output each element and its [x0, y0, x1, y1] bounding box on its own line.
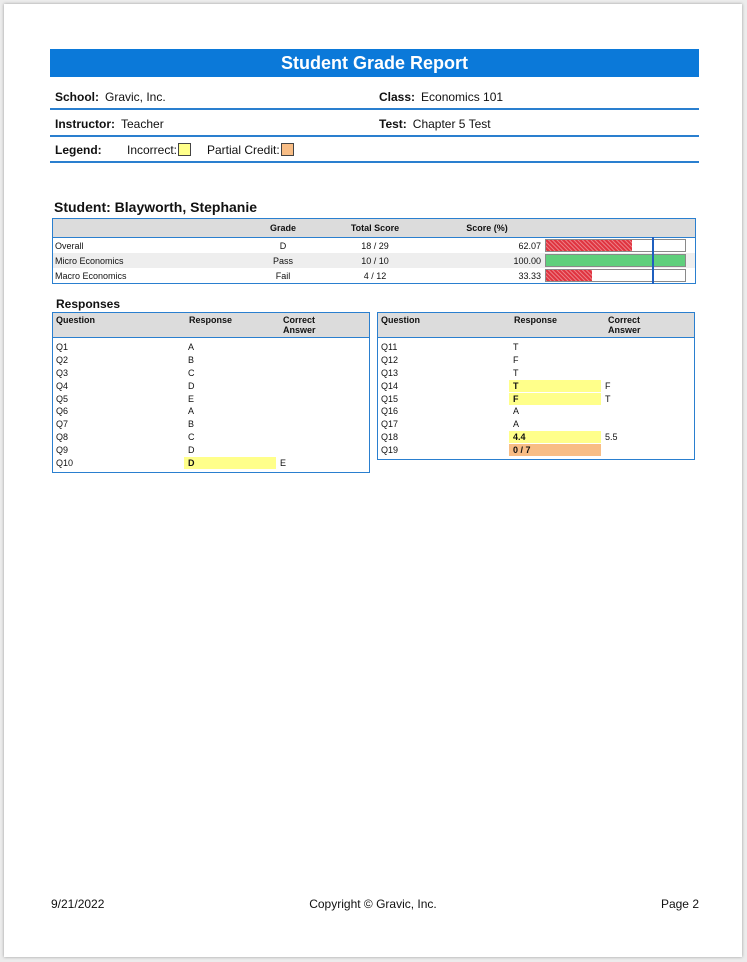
score-row: [53, 253, 696, 268]
response-row: [378, 431, 694, 444]
student-response: E: [188, 393, 195, 404]
question-header: Question: [381, 315, 421, 325]
legend-incorrect-swatch: [178, 143, 191, 156]
class-label: Class:: [379, 90, 416, 104]
percent-header: Score (%): [431, 219, 543, 238]
student-label: Student:: [54, 199, 111, 215]
correct-header-line2: Answer: [608, 325, 641, 335]
response-row: [378, 341, 694, 354]
student-response: C: [188, 432, 195, 443]
student-heading: [54, 199, 257, 215]
score-grade: D: [279, 240, 287, 251]
school-label: School:: [55, 90, 99, 104]
score-percent: 100.00: [431, 253, 543, 268]
question-number: Q8: [56, 432, 69, 443]
question-number: Q5: [56, 393, 69, 404]
footer-date: 9/21/2022: [51, 897, 105, 911]
bar-header: [543, 219, 696, 238]
question-number: Q2: [56, 354, 69, 365]
question-number: Q1: [56, 342, 69, 352]
student-response: A: [513, 419, 520, 430]
response-row: [53, 444, 369, 457]
score-category: Macro Economics: [55, 270, 127, 281]
score-bar-cell: [543, 238, 696, 254]
question-number: Q16: [381, 406, 399, 417]
test-value: Chapter 5 Test: [412, 117, 491, 131]
test-label: Test:: [379, 117, 407, 131]
pass-threshold-marker: [652, 267, 654, 284]
category-header: [53, 219, 248, 238]
response-row: [378, 354, 694, 367]
question-header: Question: [56, 315, 96, 325]
student-response: A: [513, 406, 520, 417]
instructor-value: Teacher: [121, 117, 164, 131]
score-total: 10 / 10: [319, 253, 431, 268]
score-grade: Pass: [247, 253, 319, 268]
response-row: [53, 431, 369, 444]
footer-copyright: Copyright © Gravic, Inc.: [309, 897, 437, 911]
score-bar: [545, 269, 686, 282]
student-response: 0 / 7: [509, 444, 601, 456]
response-header: Response: [189, 315, 233, 325]
question-number: Q13: [381, 367, 399, 378]
student-response: F: [513, 354, 519, 365]
student-response: T: [509, 380, 601, 392]
question-number: Q4: [56, 380, 69, 391]
question-number: Q15: [381, 393, 399, 404]
question-number: Q3: [56, 367, 69, 378]
question-number: Q10: [56, 458, 74, 469]
correct-header-line2: Answer: [283, 325, 316, 335]
student-response: F: [509, 393, 601, 405]
response-row: [53, 341, 369, 354]
score-row: [53, 238, 696, 254]
correct-header-line1: Correct: [608, 315, 641, 325]
responses-header-right: [378, 313, 694, 338]
response-row: [53, 367, 369, 380]
response-row: [378, 444, 694, 457]
score-bar-cell: [543, 268, 696, 284]
response-row: [378, 367, 694, 380]
score-bar-cell: [543, 253, 696, 268]
student-response: D: [188, 380, 195, 391]
score-bar: [545, 239, 686, 252]
report-page: [4, 4, 742, 957]
student-response: D: [188, 445, 195, 456]
legend-incorrect-label: Incorrect:: [127, 143, 178, 157]
responses-body-left: [53, 338, 369, 472]
response-row: [378, 405, 694, 418]
student-response: A: [188, 406, 195, 417]
score-bar: [545, 254, 686, 267]
score-total: 4 / 12: [363, 270, 387, 281]
legend-label: Legend:: [55, 143, 102, 157]
correct-header-line1: Correct: [283, 315, 316, 325]
info-row-school: [50, 82, 699, 110]
score-category: Micro Economics: [53, 253, 248, 268]
response-row: [53, 354, 369, 367]
correct-answer-header: [608, 315, 641, 335]
legend-partial-label: Partial Credit:: [207, 143, 280, 157]
question-number: Q11: [381, 342, 398, 352]
question-number: Q9: [56, 445, 69, 456]
question-number: Q12: [381, 354, 399, 365]
responses-body-right: [378, 338, 694, 459]
response-row: [53, 418, 369, 431]
correct-answer-header: [283, 315, 316, 335]
legend-partial-swatch: [281, 143, 294, 156]
responses-table-left: [52, 312, 370, 473]
score-grade: Fail: [275, 270, 291, 281]
student-response: D: [184, 457, 276, 469]
correct-answer: 5.5: [605, 432, 618, 443]
score-row: [53, 268, 696, 284]
school-value: Gravic, Inc.: [105, 90, 166, 104]
response-row: [53, 405, 369, 418]
responses-title: Responses: [56, 297, 121, 311]
score-bar-fill: [546, 240, 632, 251]
correct-answer: F: [605, 380, 611, 391]
correct-answer: E: [280, 458, 287, 469]
score-bar-fill: [546, 255, 685, 266]
score-body: [53, 238, 696, 284]
student-response: C: [188, 367, 195, 378]
student-response: T: [513, 342, 519, 352]
response-row: [378, 418, 694, 431]
score-percent: 62.07: [518, 240, 541, 251]
responses-table-right: [377, 312, 695, 460]
question-number: Q6: [56, 406, 69, 417]
question-number: Q7: [56, 419, 69, 430]
report-title: Student Grade Report: [50, 49, 699, 77]
response-row: [378, 393, 694, 406]
instructor-label: Instructor:: [55, 117, 115, 131]
score-bar-fill: [546, 270, 592, 281]
student-response: T: [513, 367, 519, 378]
student-response: 4.4: [509, 431, 601, 443]
question-number: Q19: [381, 445, 399, 456]
student-name: Blayworth, Stephanie: [114, 199, 258, 215]
response-row: [378, 380, 694, 393]
response-row: [53, 393, 369, 406]
score-total: 18 / 29: [361, 240, 389, 251]
response-row: [53, 380, 369, 393]
response-row: [53, 457, 369, 470]
student-response: A: [188, 342, 195, 352]
score-percent: 33.33: [518, 270, 541, 281]
score-summary-table: [52, 218, 696, 284]
total-score-header: Total Score: [319, 219, 431, 238]
score-header-row: [53, 219, 696, 238]
legend-row: [50, 135, 699, 163]
info-row-instructor: [50, 109, 699, 137]
grade-header: Grade: [247, 219, 319, 238]
footer-page-number: Page 2: [660, 897, 699, 911]
response-header: Response: [514, 315, 558, 325]
class-value: Economics 101: [421, 90, 504, 104]
question-number: Q18: [381, 432, 399, 443]
student-response: B: [188, 354, 195, 365]
responses-header-left: [53, 313, 369, 338]
question-number: Q14: [381, 380, 399, 391]
correct-answer: T: [605, 393, 611, 404]
score-category: Overall: [55, 240, 84, 251]
student-response: B: [188, 419, 195, 430]
question-number: Q17: [381, 419, 399, 430]
